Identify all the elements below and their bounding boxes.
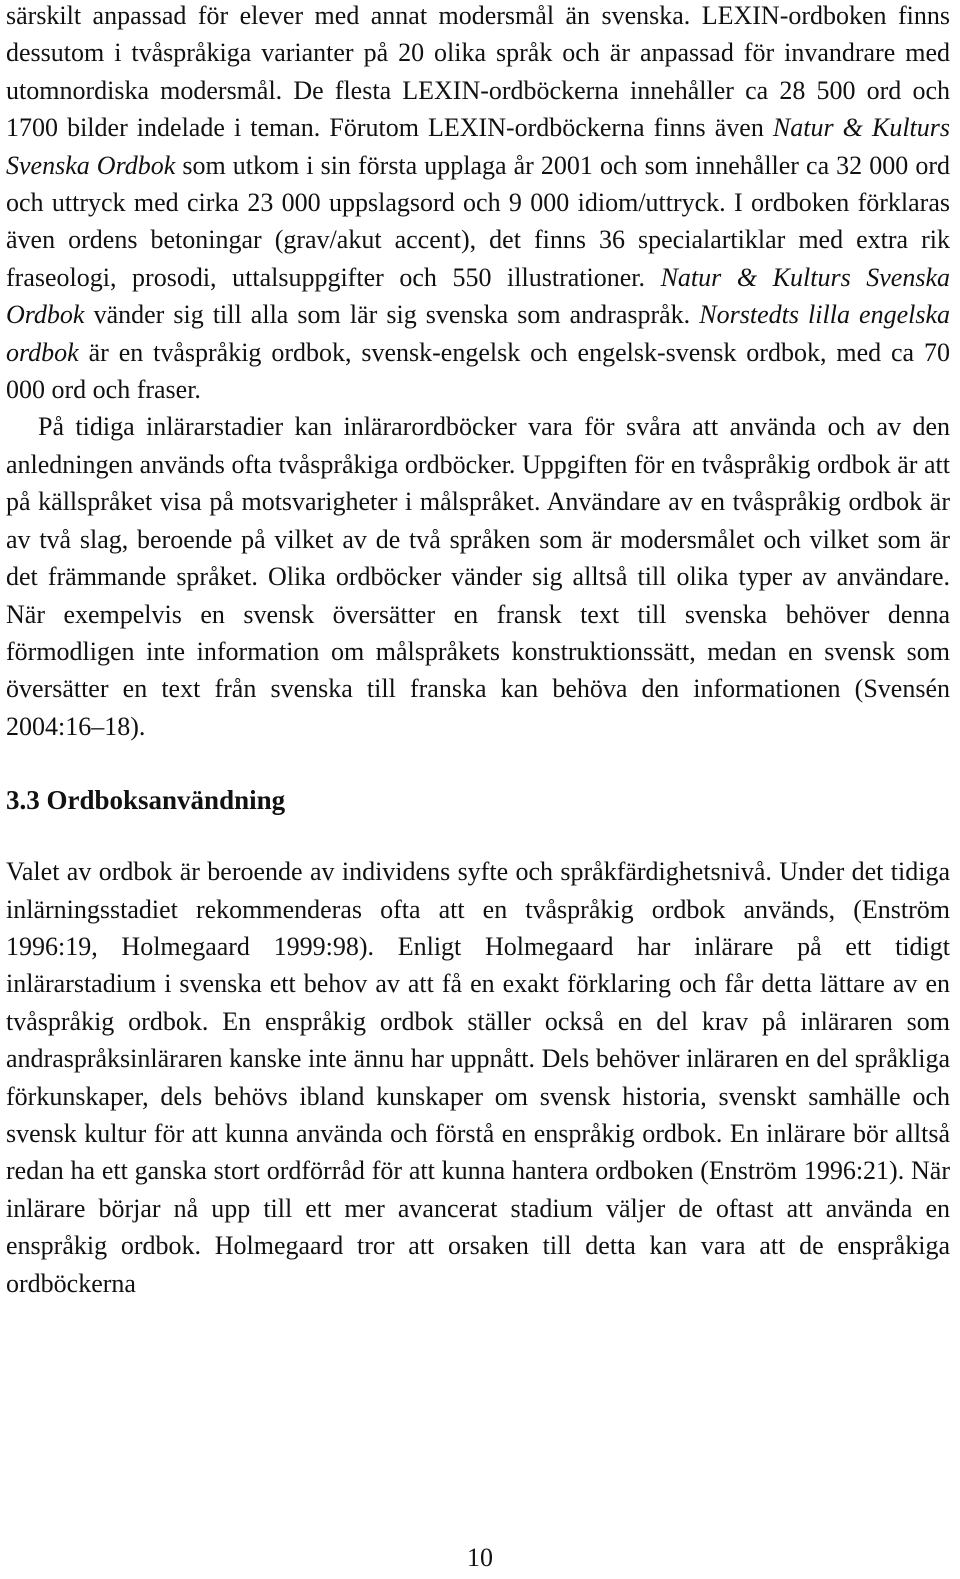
page-number: 10 <box>467 1543 493 1572</box>
book-title-norstedts: Norstedts lilla engelska ordbok <box>6 300 950 367</box>
paragraph-1-text-e: vänder sig till alla som lär sig svenska som andraspråk. <box>84 300 700 330</box>
section-paragraph: Valet av ordbok är beroende av individens syfte och språkfärdighetsnivå. Under det tidiga inlärningsstadiet rekommenderas ofta att en tvåspråkig ordbok används, (Enström 1996:19, Holmegaard 1999:98). Enligt Holmegaard har inlärare på ett tidigt inlärarstadium i svenska ett behov av att få en exakt förklaring och får detta lättare av en tvåspråkig ordbok. En enspråkig ordbok ställer också en del krav på inläraren som andraspråksinläraren kanske inte ännu har uppnått. Dels behöver inläraren en del språkliga förkunskaper, dels behövs ibland kunskaper om svensk historia, svenskt samhälle och svensk kultur för att kunna använda och förstå en enspråkig ordbok. En inlärare bör alltså redan ha ett ganska stort ordförråd för att kunna hantera ordboken (Enström 1996:21). När inlärare börjar nå upp till ett mer avancerat stadium väljer de oftast att använda en enspråkig ordbok. Holmegaard tror att orsaken till detta kan vara att de enspråkiga ordböckerna <box>6 857 950 1298</box>
book-title-natur-kultur-2: Natur & Kulturs Svenska Ordbok <box>6 262 951 330</box>
paragraph-1-text-c: som utkom i sin första upplaga år 2001 och som innehåller ca 32 000 ord och uttryck med cirka 23 000 uppslagsord och 9 000 idiom/uttryck. I ordboken förklaras även ordens betoningar (grav/akut accent), det finns 36 specialartiklar med extra rik fraseologi, prosodi, uttalsuppgifter och 550 illustrationer. <box>6 150 950 292</box>
document-page <box>6 0 950 1302</box>
section-heading: 3.3 Ordboksanvändning <box>6 785 286 816</box>
body-paragraph-2: På tidiga inlärarstadier kan inlärarordböcker vara för svåra att använda och av den anledningen används ofta tvåspråkiga ordböcker. Uppgiften för en tvåspråkig ordbok är att på källspråket visa på motsvarigheter i målspråket. Användare av en tvåspråkig ordbok är av två slag, beroende på vilket av de två språken som är modersmålet och vilket som är det främmande språket. Olika ordböcker vänder sig alltså till olika typer av användare. När exempelvis en svensk översätter en fransk text till svenska behöver denna förmodligen inte information om målspråkets konstruktionssätt, medan en svensk som översätter en text från svenska till franska kan behöva den informationen (Svensén 2004:16–18). <box>6 412 950 741</box>
paragraph-1-text-a: särskilt anpassad för elever med annat modersmål än svenska. LEXIN-ordboken finns dessutom i tvåspråkiga varianter på 20 olika språk och är anpassad för invandrare med utomnordiska modersmål. De flesta LEXIN-ordböckerna innehåller ca 28 500 ord och 1700 bilder indelade i teman. Förutom LEXIN-ordböckerna finns även <box>6 1 950 143</box>
body-paragraph-1 <box>6 0 950 408</box>
paragraph-1-text-g: är en tvåspråkig ordbok, svensk-engelsk och engelsk-svensk ordbok, med ca 70 000 ord och fraser. <box>6 337 950 405</box>
book-title-natur-kultur: Natur & Kulturs Svenska Ordbok <box>6 113 950 180</box>
